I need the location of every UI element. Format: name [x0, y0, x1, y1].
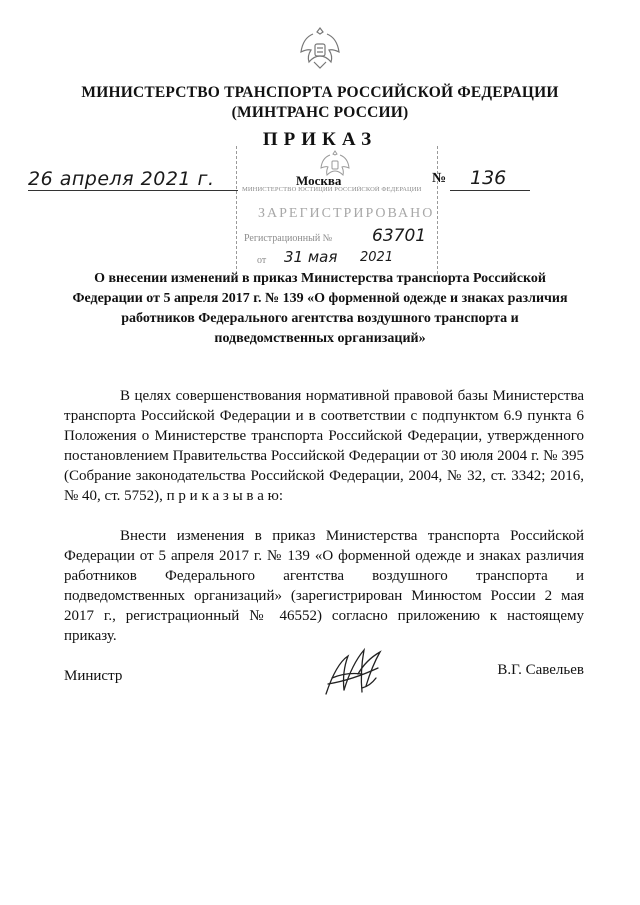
registration-year: 2021 [360, 250, 394, 265]
stamp-registered-label: ЗАРЕГИСТРИРОВАНО [258, 206, 435, 221]
ministry-short-name: (МИНТРАНС РОССИИ) [231, 104, 409, 121]
stamp-reg-number-label: Регистрационный № [244, 233, 333, 244]
number-underline [450, 190, 530, 191]
body-paragraph-2: Внести изменения в приказ Министерства транспорта Российской Федерации от 5 апреля 2017 г. № 139 «О форменной одежде и знаках различия работников Федерального агентства воздушного транспорта и подведомственных организаций» (зарегистрирован Минюстом России 2 мая 2017 г., регистрационный № 46552) согласно приложению к настоящему приказу. [64, 528, 584, 644]
signatory-name: В.Г. Савельев [497, 662, 584, 678]
body-paragraph-1: В целях совершенствования нормативной правовой базы Министерства транспорта Российской Федерации и в соответствии с подпунктом 6.9 пункта 6 Положения о Министерстве транспорта Российской Федерации, утвержденного постановлением Правительства Российской Федерации от 30 июля 2004 г. № 395 (Собрание законодательства Российской Федерации, 2004, № 32, ст. 3342; 2016, № 40, ст. 5752), п р и к а з ы в а ю: [64, 388, 584, 504]
order-city: Москва [296, 173, 342, 188]
order-date: 26 апреля 2021 г. [28, 168, 215, 190]
stamp-date-label: от [257, 255, 267, 266]
number-sign: № [432, 171, 447, 186]
handwritten-signature [318, 644, 390, 706]
date-underline [28, 190, 238, 191]
signatory-title: Министр [64, 668, 123, 684]
order-title: ПРИКАЗ [262, 129, 378, 150]
order-subject: О внесении изменений в приказ Министерства транспорта Российской Федерации от 5 апреля 2017 г. № 139 «О форменной одежде и знаках различия работников Федерального агентства воздушного транспорта и подведомственных организаций» [72, 271, 568, 346]
stamp-caption: МИНИСТЕРСТВО ЮСТИЦИИ РОССИЙСКОЙ ФЕДЕРАЦИИ [242, 186, 422, 193]
order-number: 136 [470, 167, 507, 189]
coat-of-arms-icon [295, 22, 345, 72]
ministry-name: МИНИСТЕРСТВО ТРАНСПОРТА РОССИЙСКОЙ ФЕДЕРАЦИИ [81, 84, 559, 101]
registration-date: 31 мая [284, 248, 338, 266]
registration-number: 63701 [372, 226, 427, 246]
